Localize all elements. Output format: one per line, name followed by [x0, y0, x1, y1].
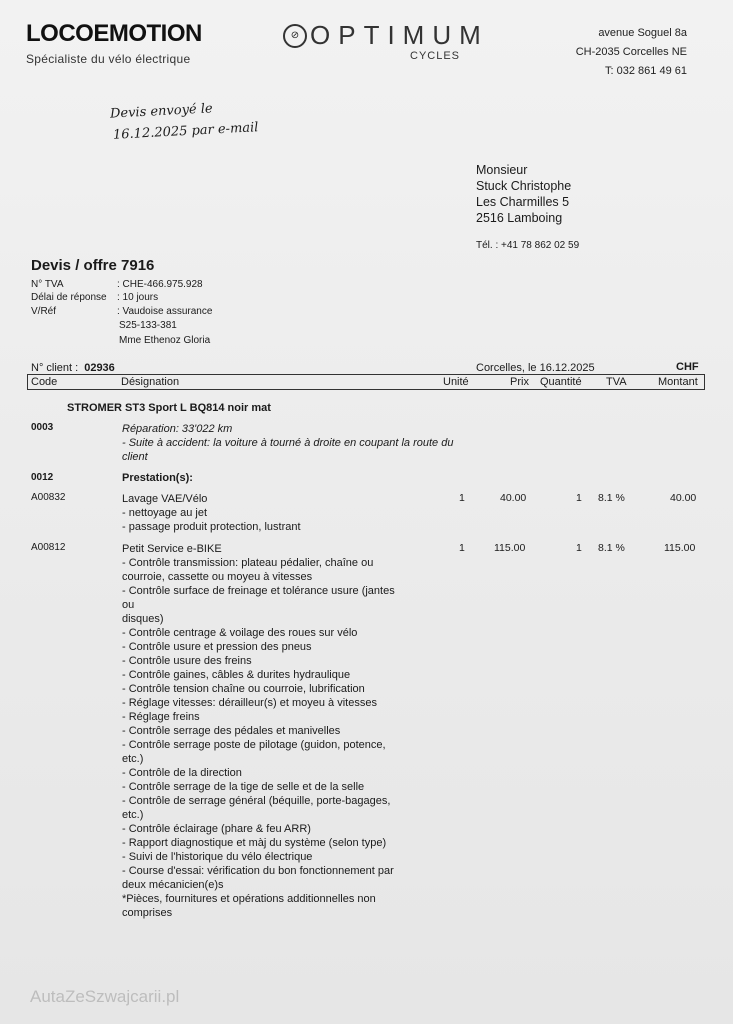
- watermark: AutaZeSzwajcarii.pl: [30, 987, 180, 1006]
- product-title: STROMER ST3 Sport L BQ814 noir mat: [67, 402, 271, 414]
- row-description: [122, 542, 402, 920]
- handwritten-note-line: 16.12.2025 par e-mail: [112, 120, 259, 143]
- col-amount: Montant: [658, 376, 698, 388]
- desc-line: - Contrôle serrage de la tige de selle et de la selle: [122, 781, 365, 793]
- row-amount: 40.00: [670, 492, 697, 504]
- desc-line: courroie, cassette ou moyeu à vitesses: [122, 571, 313, 583]
- row-code: A00832: [31, 492, 66, 503]
- desc-line: - Contrôle gaines, câbles & durites hydraulique: [122, 669, 351, 681]
- desc-line: - Contrôle serrage poste de pilotage (guidon, potence, etc.): [122, 739, 386, 765]
- row-label: Prestation(s):: [122, 472, 193, 484]
- col-unit: Unité: [443, 376, 469, 388]
- row-code: A00812: [31, 542, 66, 553]
- meta-label: V/Réf: [31, 306, 57, 317]
- optimum-sub: CYCLES: [410, 50, 461, 62]
- client-label: N° client :: [31, 362, 79, 374]
- col-designation: Désignation: [121, 376, 180, 388]
- recipient-line: Monsieur: [476, 163, 528, 177]
- desc-line: etc.): [122, 809, 144, 821]
- desc-line: - nettoyage au jet: [122, 507, 208, 519]
- desc-line: - Course d'essai: vérification du bon fonctionnement par: [122, 865, 394, 877]
- client-number: [31, 362, 115, 374]
- address-line: T: 032 861 49 61: [605, 65, 687, 77]
- desc-line: - Contrôle surface de freinage et tolérance usure (jantes ou: [122, 585, 395, 611]
- row-code: 0003: [31, 422, 54, 433]
- client-no: 02936: [84, 362, 115, 374]
- meta-value: : Vaudoise assurance: [117, 306, 213, 317]
- place-date: Corcelles, le 16.12.2025: [476, 362, 595, 374]
- desc-line: disques): [122, 613, 164, 625]
- row-description: [122, 422, 472, 464]
- row-description: [122, 492, 402, 534]
- col-price: Prix: [510, 376, 529, 388]
- currency: CHF: [676, 361, 699, 373]
- row-qty: 1: [576, 542, 582, 554]
- desc-line: deux mécanicien(e)s: [122, 879, 224, 891]
- locoemotion-logo: LOCOEMOTION: [26, 20, 202, 47]
- row-unit: 1: [459, 542, 465, 554]
- desc-line: - Réglage freins: [122, 711, 200, 723]
- optimum-logo: OPTIMUM: [310, 20, 489, 50]
- desc-line: - Suite à accident: la voiture à tourné à droite en coupant la route du: [122, 437, 454, 449]
- locoemotion-tagline: Spécialiste du vélo électrique: [26, 52, 191, 66]
- desc-line: - Rapport diagnostique et màj du système (selon type): [122, 837, 387, 849]
- row-amount: 115.00: [664, 542, 696, 554]
- document-title: Devis / offre 7916: [31, 257, 155, 274]
- row-vat: 8.1 %: [598, 542, 625, 554]
- col-qty: Quantité: [540, 376, 582, 388]
- desc-line: - Contrôle usure des freins: [122, 655, 252, 667]
- desc-line: - Contrôle usure et pression des pneus: [122, 641, 312, 653]
- shop-address: [576, 24, 687, 81]
- desc-line: - Contrôle de la direction: [122, 767, 242, 779]
- meta-label: N° TVA: [31, 279, 64, 290]
- address-line: CH-2035 Corcelles NE: [575, 46, 687, 58]
- table-header: [27, 374, 705, 390]
- desc-line: Lavage VAE/Vélo: [122, 493, 208, 505]
- address-line: avenue Soguel 8a: [598, 27, 687, 39]
- meta-value: : CHE-466.975.928: [117, 279, 203, 290]
- desc-line: - Contrôle éclairage (phare & feu ARR): [122, 823, 311, 835]
- desc-line: - Contrôle centrage & voilage des roues sur vélo: [122, 627, 358, 639]
- desc-line: client: [122, 451, 148, 463]
- meta-label: Délai de réponse: [31, 292, 107, 303]
- row-qty: 1: [576, 492, 582, 504]
- recipient-line: Stuck Christophe: [476, 179, 572, 193]
- desc-line: - passage produit protection, lustrant: [122, 521, 301, 533]
- meta-value: : 10 jours: [117, 292, 159, 303]
- row-unit: 1: [459, 492, 465, 504]
- row-price: 115.00: [494, 542, 526, 554]
- recipient-line: 2516 Lamboing: [476, 211, 563, 225]
- desc-line: - Réglage vitesses: dérailleur(s) et moyeu à vitesses: [122, 697, 377, 709]
- desc-line: *Pièces, fournitures et opérations additionnelles non: [122, 893, 376, 905]
- recipient-tel: Tél. : +41 78 862 02 59: [476, 240, 580, 251]
- desc-line: comprises: [122, 907, 173, 919]
- recipient-address: [476, 162, 571, 226]
- desc-line: - Contrôle serrage des pédales et manivelles: [122, 725, 341, 737]
- ref-extra: S25-133-381: [119, 320, 177, 331]
- recipient-line: Les Charmilles 5: [476, 195, 570, 209]
- col-vat: TVA: [606, 376, 627, 388]
- desc-line: - Suivi de l'historique du vélo électrique: [122, 851, 313, 863]
- row-vat: 8.1 %: [598, 492, 625, 504]
- desc-line: Réparation: 33'022 km: [122, 423, 233, 435]
- desc-line: - Contrôle de serrage général (béquille, porte-bagages,: [122, 795, 391, 807]
- col-code: Code: [31, 376, 58, 388]
- desc-line: Petit Service e-BIKE: [122, 543, 222, 555]
- ref-extra: Mme Ethenoz Gloria: [119, 335, 211, 346]
- row-price: 40.00: [500, 492, 527, 504]
- handwritten-note-line: Devis envoyé le: [109, 101, 214, 122]
- row-code: 0012: [31, 472, 54, 483]
- desc-line: - Contrôle tension chaîne ou courroie, lubrification: [122, 683, 365, 695]
- optimum-circle-icon: ⊘: [283, 24, 307, 48]
- desc-line: - Contrôle transmission: plateau pédalier, chaîne ou: [122, 557, 374, 569]
